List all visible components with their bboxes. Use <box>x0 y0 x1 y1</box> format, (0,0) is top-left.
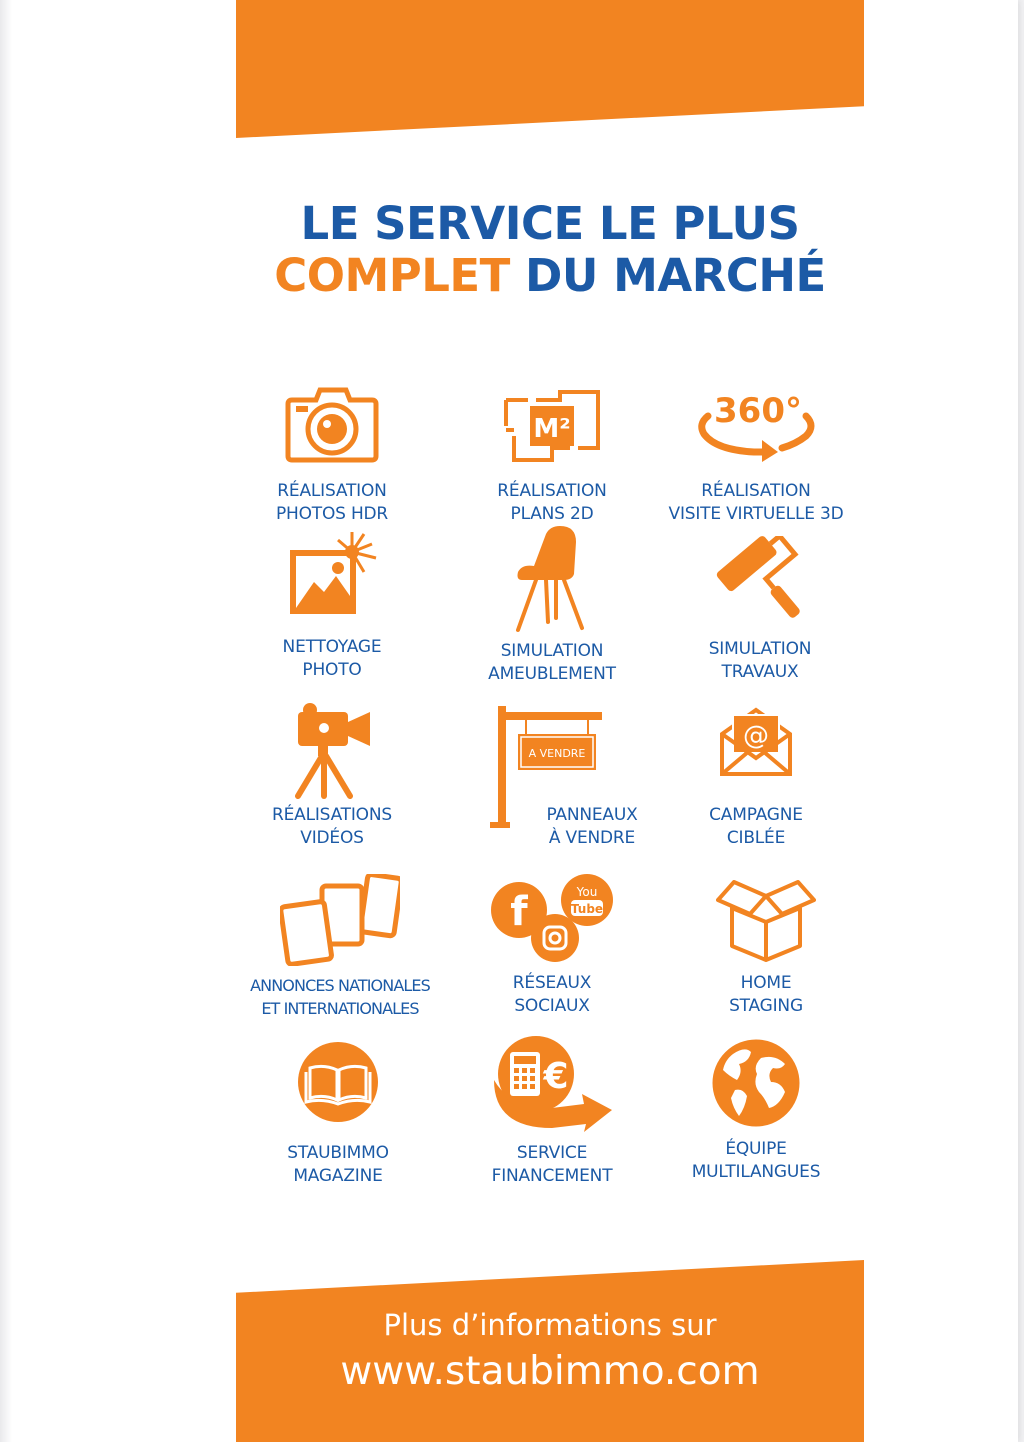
service-multilangues <box>636 1036 876 1184</box>
label-line1: RÉSEAUX <box>512 973 592 993</box>
page-title-line2 <box>236 250 864 302</box>
service-visite-3d <box>636 386 876 526</box>
label-line1: STAUBIMMO <box>287 1143 389 1163</box>
label-line1: ANNONCES NATIONALES <box>250 976 430 995</box>
label-line2: VISITE VIRTUELLE 3D <box>668 504 844 524</box>
svg-text:f: f <box>510 889 528 935</box>
title-highlight: COMPLET <box>274 249 510 302</box>
sign-text: A VENDRE <box>528 747 586 760</box>
label-line1: PANNEAUX <box>546 805 638 825</box>
title-rest: DU MARCHÉ <box>509 249 826 302</box>
svg-text:@: @ <box>743 721 769 751</box>
book-icon <box>296 1040 380 1124</box>
label-line2: ET INTERNATIONALES <box>261 999 419 1018</box>
label-line2: PHOTO <box>302 660 362 680</box>
service-label <box>432 972 672 1018</box>
label-line2: VIDÉOS <box>300 828 364 848</box>
label-line2: À VENDRE <box>548 828 636 848</box>
service-label <box>212 636 452 682</box>
service-label <box>640 638 880 684</box>
service-label <box>212 480 452 526</box>
page-title-line1: LE SERVICE LE PLUS <box>300 197 800 250</box>
social-networks-icon <box>489 872 615 962</box>
photo-clean-icon <box>284 530 380 628</box>
tablets-icon <box>280 874 400 966</box>
label-line2: MAGAZINE <box>293 1166 383 1186</box>
label-line1: ÉQUIPE <box>725 1139 787 1159</box>
service-campagne <box>636 706 876 850</box>
service-annonces <box>220 874 460 1020</box>
service-label <box>636 1138 876 1184</box>
label-line1: RÉALISATION <box>277 481 387 501</box>
label-line2: SOCIAUX <box>514 996 590 1016</box>
service-videos <box>212 700 452 850</box>
service-label <box>636 804 876 850</box>
service-label <box>218 1142 458 1188</box>
label-line1: SIMULATION <box>500 641 604 661</box>
label-line2: PLANS 2D <box>510 504 594 524</box>
label-line1: NETTOYAGE <box>282 637 382 657</box>
service-label <box>220 974 460 1020</box>
camera-icon <box>284 386 380 464</box>
label-line1: HOME <box>740 973 792 993</box>
service-label <box>432 640 672 686</box>
globe-icon <box>709 1036 803 1130</box>
footer-text: Plus d’informations sur <box>383 1308 717 1342</box>
service-nettoyage-photo <box>212 530 452 682</box>
label-line2: TRAVAUX <box>721 662 799 682</box>
page-edge <box>0 0 12 1442</box>
financing-icon <box>490 1034 614 1132</box>
box-icon <box>716 874 816 964</box>
service-magazine <box>218 1040 458 1188</box>
label-line1: RÉALISATION <box>701 481 811 501</box>
label-line2: STAGING <box>729 996 803 1016</box>
label-line1: SERVICE <box>516 1143 588 1163</box>
service-reseaux <box>432 872 672 1018</box>
360-text: 360° <box>714 391 802 431</box>
label-line1: CAMPAGNE <box>709 805 803 825</box>
plan-text: M² <box>533 414 571 444</box>
service-label <box>636 480 876 526</box>
label-line1: RÉALISATION <box>497 481 607 501</box>
website-link[interactable]: www.staubimmo.com <box>340 1349 760 1394</box>
paint-roller-icon <box>710 536 810 632</box>
email-icon <box>718 706 794 778</box>
label-line2: AMEUBLEMENT <box>488 664 616 684</box>
label-line2: CIBLÉE <box>726 828 786 848</box>
chair-icon <box>512 524 592 634</box>
label-line1: SIMULATION <box>708 639 812 659</box>
360-icon <box>694 386 818 464</box>
service-label <box>646 972 886 1018</box>
floor-plan-icon <box>500 386 604 464</box>
euro-text: € <box>543 1056 569 1097</box>
service-photos-hdr <box>212 386 452 526</box>
service-label <box>212 804 452 850</box>
service-simulation-ameublement <box>432 524 672 686</box>
youtube-text-bottom: Tube <box>570 902 604 916</box>
service-label <box>532 804 652 850</box>
label-line1: RÉALISATIONS <box>272 805 392 825</box>
video-camera-icon <box>284 700 380 800</box>
label-line2: FINANCEMENT <box>491 1166 613 1186</box>
youtube-text-top: You <box>576 885 598 899</box>
label-line2: MULTILANGUES <box>691 1162 821 1182</box>
service-home-staging <box>646 874 886 1018</box>
label-line2: PHOTOS HDR <box>275 504 389 524</box>
service-simulation-travaux <box>640 536 880 684</box>
